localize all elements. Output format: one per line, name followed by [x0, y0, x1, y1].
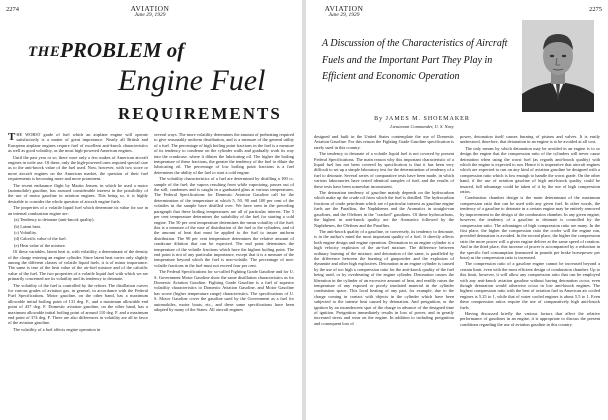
title-the: THE [28, 44, 61, 60]
paragraph: The Federal Specifications for so-called Fighting Grade Gasoline and for U. S. Government Motor Gasoline show the same distillation characteristics as for Domestic Aviation Gasoline. Fighting Grade Gasoline is a fuel of superior volatility characteristics to Domestic Aviation Gasoline, and Motor Gasoline has worse (higher temperature range) characteristics. The specifications of U. S. Motor Gasoline cover the gasoline used by the Government as a fuel for automobiles, motor boats, etc., and these same specifications have been adopted by many of the States. All aircraft engines [154, 269, 294, 312]
list-item: (b) Latent heat. [14, 223, 41, 229]
author-portrait [522, 20, 594, 112]
list-item: (a) Tendency to detonate (anti-knock quality). [14, 217, 95, 223]
paragraph: The compression ratio of a gasoline engine cannot be increased beyond a certain limit, even with the most efficient design of combustion chamber. Up to this limit, however, it will allow any compression ratio that can be employed with any anti-knock aviation gasoline without having detonation occur, even though detonation would otherwise occur in low anti-knock engines. The highest compression ratio with the best of aviation fuel in American air cooled engines is 5.25 to 1, while that of water cooled engines is about 5.5 to 1. Even these compression ratios require the use of comparatively high anti-knock fuels. [460, 261, 600, 310]
paragraph: The volatility of the fuel is controlled by the refiner. The distillation curves for various grades of aviation gas, in general, in accordance with the Federal Fuel Specifications. Motor gasoline, on the other hand, has a maximum allowable initial boiling point of 131 deg. F., and a maximum allowable end point of 437 deg. F. Domestic aviation gasoline, on the other hand, has a maximum allowable initial boiling point of around 110 deg. F. and a maximum end point of 374 deg. F. There are also differences in volatility are all in favor of the aviation gasoline. [8, 282, 148, 326]
paragraph: The recent endurance flight by Martin Jensen, in which he used a motor (automobile) gasoline, has aroused considerable interest in the possibility of the use of motor gasoline in aviation engines. This being so, it is highly desirable to consider the whole question of aircraft engine fuels. [8, 182, 148, 204]
left-magazine-name: AVIATION [130, 4, 170, 13]
portrait-photo [522, 20, 594, 112]
paragraph: designed and built in the United States contemplate the use of Domestic Aviation Gasoline. For this reason the Fighting Grade Gasoline specification is rarely used in this country. [314, 134, 454, 150]
left-running-head [110, 5, 190, 19]
paragraph: The volatility of a fuel affects engine operation in [13, 326, 101, 332]
paragraph: The only means by which detonation may be avoided in an engine is to so design the engine that the compression ratio of the cylinders will never cause detonation when using the worst fuel (as regards anti-knock quality) with which the engine is expected to run. Hence it is imperative that aircraft engines which are expected to run on any kind of aviation gasoline be designed with a compression ratio which is low enough to handle the worst grade. On the other hand, if the use of aviation gasoline of high anti-knock quality could be insured, full advantage could be taken of it by the use of high compression ratios. [460, 145, 600, 195]
title-requirements: REQUIREMENTS [118, 104, 282, 123]
left-column-2 [154, 132, 294, 418]
right-page [306, 0, 608, 420]
left-column-1 [8, 132, 148, 418]
list-item: (d) Calorific value of the fuel. [14, 236, 67, 242]
right-magazine-name: AVIATION [324, 4, 364, 13]
paragraph: Until the past year or so, there were only a few makes of American aircraft engines in wide use. Of these, only the high-powered ones required special care as to the anti-knock value of the fuel used. Now, however, with two score or more aircraft engines on the American market, the question of their fuel requirements is becoming more and more prominent. [8, 154, 148, 182]
right-column-2 [460, 134, 600, 418]
right-running-head [314, 5, 374, 19]
paragraph: power, detonation itself causes burning of pistons and valves. It is easily understood, therefore, that detonation in an engine is to be avoided at all cost. [460, 134, 600, 145]
author-byline: By JAMES M. SHOEMAKER [374, 116, 470, 122]
drop-cap: T [8, 132, 16, 143]
list-item: (c) Volatility. [14, 229, 37, 235]
title-problem: PROBLEM of [60, 38, 185, 62]
article-title: A Discussion of the Characteristics of Aircraft Fuels and the Important Part They Play in Efficient and Economic Operation [322, 38, 508, 82]
list-item: (e) Heat value of the mixture. [14, 242, 66, 248]
paragraph: The detonation tendency of gasoline mainly depends on the hydrocarbon which make up the crude oil from which the fuel is distilled. The hydrocarbon fractions of crude petroleum which are of particular interest as gasoline engine fuels are the Paraffins, the Naphthenes and the Aromatics in straight-run gasolines, and the Olefines in the "cracked" gasolines. Of these hydrocarbons, the highest in anti-knock quality are the Aromatics followed by the Naphthenes, the Olefines and the Paraffins. [314, 190, 454, 228]
author-role: Lieutenant Commander, U. S. Navy [390, 124, 454, 129]
paragraph: The volatility characteristics of a fuel are determined by distilling a 100 cc. sample of the fuel; the vapors resulting from while vaporizing, passes out of the still, condenses and is caught in a graduated glass at various temperatures. The Federal Specifications for Domestic Aviation Gasoline call for the determination of the temperature at which 5, 50, 90 and 100 per cent of the volatiles in the sample have distilled over. We have seen in the preceding paragraph that these boiling temperatures are all of particular interest. The 5 per cent temperature determines the suitability of the fuel for starting a cold engine. The 50 per cent temperature determines the mean volatility of the fuel; this is a measure of the ease of distribution of the fuel to the cylinders, and of the amount of heat that must be applied to the fuel to insure uniform distribution. The 90 per cent temperature determines the relative amount of crankcase dilution that can be expected. The end point determines the temperature of the volatile fractions which have the highest boiling point. The end point is not of any particular importance, except that it is a measure of the temperature beyond which the fuel is non-volatile. The percentage of non-volatile fractions in the fuel must not exceed four per cent. [154, 176, 294, 268]
left-issue-date: June 29, 1929 [134, 12, 166, 18]
paragraph: The anti-knock quality of a gasoline, or conversely, its tendency to detonate, is in the author's mind the most important quality of a fuel. It directly affects both engine design and engine operation. Detonation in an engine cylinder is a high velocity explosion of the air-fuel mixture. The difference between ordinary burning of the mixture, and detonation of the same, is paralleled by the difference between the burning of gunpowder and the explosion of dynamite and other high explosives. Detonation in an engine cylinder is caused by the use of too high a compression ratio for the anti-knock quality of the fuel being used, or by overheating of the engine cylinder. Detonation causes the liberation in the cylinder of an excessive amount of heat, and readily raises the temperature of any exposed or poorly insulated material in the cylinder combustion space. This local heating of any part, for example, due to the charge coming in contact with objects in the cylinder which have been subjected to the intense heat caused by detonation. And preignition, or the ignition by an incandescent spot of the charge in advance of the designed time of ignition. Preignition immediately results in loss of power, and in greatly increased stress and wear on the engine. In addition to including preignition and consequent loss of [314, 228, 454, 326]
paragraph: The properties of a volatile liquid fuel which determine its value for use in an internal combustion engine are: [8, 205, 148, 216]
right-page-number: 2275 [589, 6, 602, 13]
paragraph: Having discussed briefly the various factors that affect the relative performance of gasolines in an engine, it is appropriate to discuss the present conditions regarding the use of aviation gasoline in this country. [460, 311, 600, 327]
left-page-number: 2274 [6, 6, 19, 13]
paragraph: several ways. The more volatility determines the amount of preheating required to give reasonably uniform distribution, and is a measure of the general utility of a fuel. The percentage of high boiling point fractions in the fuel is a measure of its tendency to condense on the cylinder walls and gradually work its way into the crankcase, where it dilutes the lubricating oil. The higher the boiling temperature of these fractions, the greater the tendency of the fuel to dilute the lubricating oil. The percentage of low boiling point fractions is a fuel determines the ability of the fuel to start a cold engine. [154, 132, 294, 175]
right-column-1 [314, 134, 454, 418]
paragraph: Of these variables, latent heat is, with volatility, a determinant of the density of the charge entering an engine cylinder. Since latent heat varies only slightly among the different classes of volatile liquid fuels, it is of minor importance. The same is true of the heat value of the air-fuel mixture and of the calorific value of the fuel. The two properties of a volatile liquid fuel with which we are primarily concerned are its volatility and its tendency to detonate. [8, 249, 148, 282]
left-page [0, 0, 302, 420]
right-issue-date: June 29, 1929 [328, 12, 360, 18]
paragraph: Combustion chamber design is the main determinant of the maximum compression ratio that can be used with any given fuel. In other words, the tendency of a gasoline to detonate in a certain engine may be entirely removed by improvement in the design of the combustion chamber. In any given engine, however, the tendency of a gasoline to detonate is controlled by the compression ratio. The advantages of high compression ratio are many. In the first place, the higher the compression ratio the cooler will the engine run, provided detonation is avoided. In the second place, the higher the compression ratio the more power will a given engine deliver at the same speed of rotation. And in the third place, this increase of power is accompanied by a reduction in the specific fuel consumption (measured in pounds per brake horsepower per hour) as the compression ratio is increased. [460, 195, 600, 260]
title-engine-fuel: Engine Fuel [118, 64, 266, 97]
paragraph: The tendency to detonate of a volatile liquid fuel is not covered by present Federal Specifications. The main reason why this important characteristic of a liquid fuel has not been covered by specification is that it has been very difficult to set up a simple laboratory test for the determination of tendency of a fuel to detonate. Several series of comparative tests have been made, in which various laboratories have tested identical samples of fuel, and the results of these tests have been somewhat inconsistent. [314, 151, 454, 189]
paragraph: THE WORST grade of fuel which an airplane engine will operate satisfactorily is a matter of great importance. Nearly all British and European airplane engines require fuel of excellent anti-knock characteristics as well as good volatility, as the most high-powered American engines. [8, 132, 148, 154]
